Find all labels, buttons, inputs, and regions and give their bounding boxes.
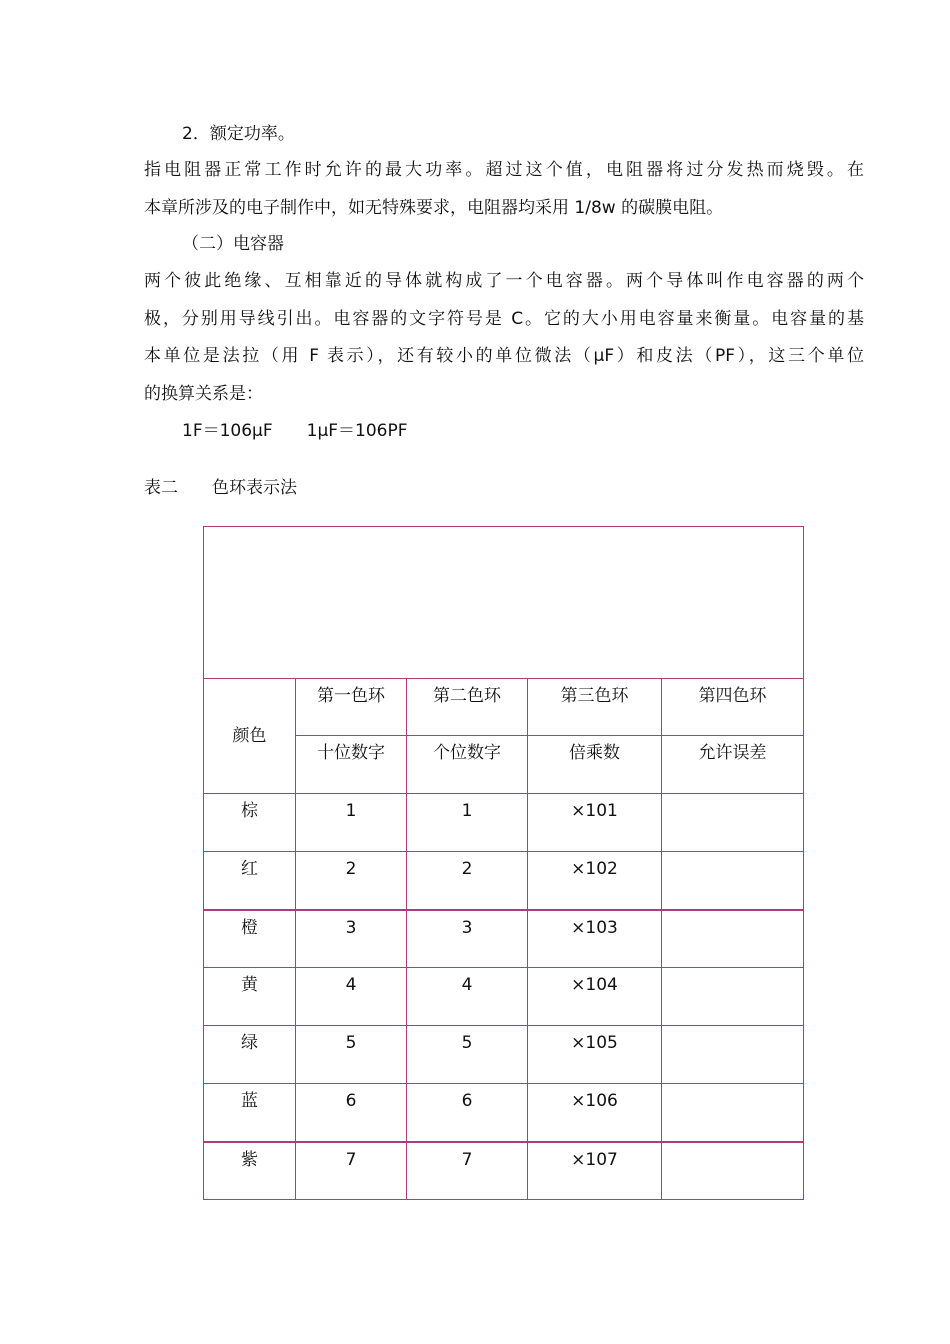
first-digit-cell: 5 xyxy=(296,1026,407,1084)
header-second-ring: 第二色环 xyxy=(407,679,528,736)
tolerance-cell xyxy=(662,1026,804,1084)
multiplier-cell: ×106 xyxy=(528,1084,662,1142)
table-row xyxy=(204,1026,804,1084)
table-blank-header-row xyxy=(204,527,804,679)
color-name-cell: 棕 xyxy=(204,794,296,852)
color-code-table xyxy=(203,526,804,1200)
color-name-cell: 红 xyxy=(204,852,296,910)
color-name-cell: 蓝 xyxy=(204,1084,296,1142)
tolerance-cell xyxy=(662,794,804,852)
table-row xyxy=(204,852,804,910)
table-row xyxy=(204,910,804,968)
tolerance-cell xyxy=(662,852,804,910)
paragraph-line: 本章所涉及的电子制作中，如无特殊要求，电阻器均采用 1/8w 的碳膜电阻。 xyxy=(144,198,724,218)
paragraph-line: 两个彼此绝缘、互相靠近的导体就构成了一个电容器。两个导体叫作电容器的两个 xyxy=(144,271,864,291)
color-name-cell: 橙 xyxy=(204,910,296,968)
header-third-ring: 第三色环 xyxy=(528,679,662,736)
second-digit-cell: 7 xyxy=(407,1142,528,1200)
second-digit-cell: 2 xyxy=(407,852,528,910)
paragraph-line: 本单位是法拉（用 F 表示），还有较小的单位微法（μF）和皮法（PF），这三个单位 xyxy=(144,346,864,366)
tolerance-cell xyxy=(662,968,804,1026)
section-heading-capacitor: （二）电容器 xyxy=(182,234,284,254)
second-digit-cell: 1 xyxy=(407,794,528,852)
subheader-multiplier: 倍乘数 xyxy=(528,736,662,794)
header-fourth-ring: 第四色环 xyxy=(662,679,804,736)
tolerance-cell xyxy=(662,1084,804,1142)
first-digit-cell: 1 xyxy=(296,794,407,852)
first-digit-cell: 2 xyxy=(296,852,407,910)
color-name-cell: 黄 xyxy=(204,968,296,1026)
first-digit-cell: 7 xyxy=(296,1142,407,1200)
blank-header-cell xyxy=(204,527,804,679)
multiplier-cell: ×103 xyxy=(528,910,662,968)
tolerance-cell xyxy=(662,1142,804,1200)
section-heading-rated-power: 2．额定功率。 xyxy=(182,124,295,144)
first-digit-cell: 3 xyxy=(296,910,407,968)
color-column-header: 颜色 xyxy=(204,679,296,794)
second-digit-cell: 6 xyxy=(407,1084,528,1142)
table-row xyxy=(204,794,804,852)
subheader-units-digit: 个位数字 xyxy=(407,736,528,794)
header-first-ring: 第一色环 xyxy=(296,679,407,736)
unit-conversion-formula: 1F＝106μF 1μF＝106PF xyxy=(182,421,408,441)
table-caption: 表二 色环表示法 xyxy=(144,478,297,498)
subheader-tolerance: 允许误差 xyxy=(662,736,804,794)
multiplier-cell: ×107 xyxy=(528,1142,662,1200)
paragraph-line: 的换算关系是： xyxy=(144,384,263,404)
table-header-row xyxy=(204,679,804,736)
second-digit-cell: 5 xyxy=(407,1026,528,1084)
table-row xyxy=(204,968,804,1026)
first-digit-cell: 6 xyxy=(296,1084,407,1142)
multiplier-cell: ×105 xyxy=(528,1026,662,1084)
second-digit-cell: 3 xyxy=(407,910,528,968)
paragraph-line: 极，分别用导线引出。电容器的文字符号是 C。它的大小用电容量来衡量。电容量的基 xyxy=(144,309,864,329)
tolerance-cell xyxy=(662,910,804,968)
table-row xyxy=(204,1142,804,1200)
color-name-cell: 紫 xyxy=(204,1142,296,1200)
second-digit-cell: 4 xyxy=(407,968,528,1026)
table-row xyxy=(204,1084,804,1142)
first-digit-cell: 4 xyxy=(296,968,407,1026)
color-name-cell: 绿 xyxy=(204,1026,296,1084)
subheader-tens-digit: 十位数字 xyxy=(296,736,407,794)
paragraph-line: 指电阻器正常工作时允许的最大功率。超过这个值，电阻器将过分发热而烧毁。在 xyxy=(144,160,864,180)
multiplier-cell: ×104 xyxy=(528,968,662,1026)
multiplier-cell: ×102 xyxy=(528,852,662,910)
multiplier-cell: ×101 xyxy=(528,794,662,852)
